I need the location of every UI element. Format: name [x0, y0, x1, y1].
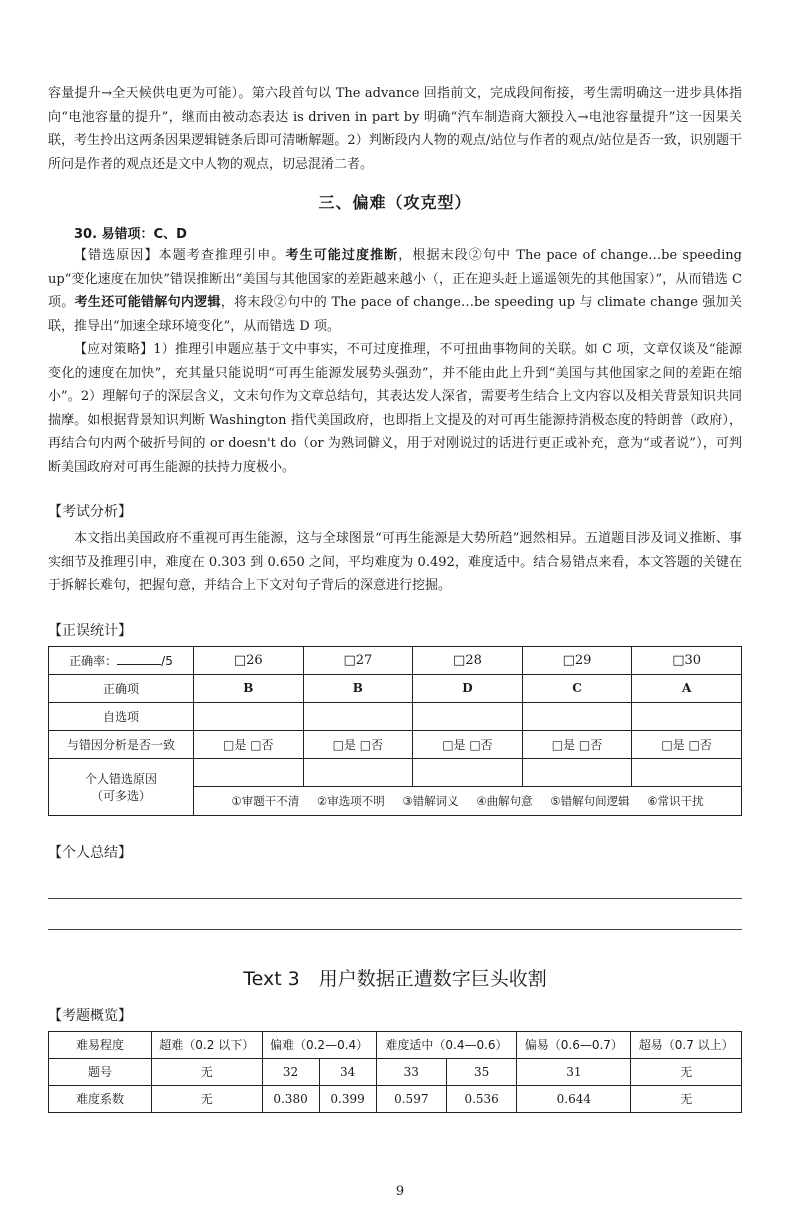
summary-heading: 【个人总结】 [48, 844, 132, 861]
difficulty-table [48, 1031, 742, 1113]
match-checkbox[interactable]: □是 □否 [413, 730, 523, 758]
question-checkbox[interactable]: □28 [413, 646, 523, 674]
question-checkbox[interactable]: □29 [522, 646, 632, 674]
reason-option[interactable]: ③错解词义 [402, 793, 459, 808]
analysis-heading: 【考试分析】 [48, 504, 132, 520]
self-choice-cell[interactable] [632, 702, 742, 730]
table-row: 难易程度 超难（0.2 以下） 偏难（0.2—0.4） 难度适中（0.4—0.6） 偏易（0.6—0.7） 超易（0.7 以上） [49, 1031, 742, 1058]
reason-option[interactable]: ⑥常识干扰 [647, 793, 704, 808]
question-checkbox[interactable]: □26 [194, 646, 304, 674]
page-content [48, 82, 742, 1113]
reason-options [194, 787, 742, 816]
table-row: 与错因分析是否一致 □是 □否 □是 □否 □是 □否 □是 □否 □是 □否 [49, 730, 742, 758]
accuracy-cell[interactable]: 正确率： /5 [49, 646, 194, 674]
self-choice-cell[interactable] [522, 702, 632, 730]
reason-tag: 【错选原因】 [74, 248, 159, 263]
table-row: 自选项 [49, 702, 742, 730]
section-title: 三、偏难（攻克型） [318, 193, 472, 212]
wrong-reason-paragraph: 【错选原因】本题考查推理引申。考生可能过度推断，根据末段②句中 The pace of change…be speeding up“变化速度在加快”错误推断出“美国与其他国家的差距越来越小（，正在迎头赶上遥遥领先的其他国家）”，从而错选 C 项。考生还可能错解句内逻辑，将末段②句中的 The pace of change…be speeding up 与 climate change 强加关联，推导出“加速全球环境变化”，从而错选 D 项。 [48, 248, 742, 334]
self-choice-cell[interactable] [303, 702, 413, 730]
reason-option[interactable]: ⑤错解句间逻辑 [550, 793, 630, 808]
match-checkbox[interactable]: □是 □否 [194, 730, 304, 758]
self-choice-cell[interactable] [413, 702, 523, 730]
strategy-paragraph: 【应对策略】1）推理引申题应基于文中事实，不可过度推理，不可扭曲事物间的关联。如 C 项，文章仅谈及“能源变化的速度在加快”，充其量只能说明“可再生能源发展势头强劲”，并不能由此上升到“美国与其他国家之间的差距在缩小”。2）理解句子的深层含义，文末句作为文章总结句，其表达发人深省，需要考生结合上文内容以及相关背景知识共同揣摩。如根据背景知识判断 Washington 指代美国政府，也即指上文提及的对可再生能源持消极态度的特朗普（政府），再结合句内两个破折号间的 or doesn't do（or 为熟词僻义，用于对刚说过的话进行更正或补充，意为“或者说”），可判断美国政府对可再生能源的扶持力度极小。 [48, 342, 742, 475]
text3-title: Text 3 用户数据正遭数字巨头收割 [243, 967, 547, 990]
match-checkbox[interactable]: □是 □否 [632, 730, 742, 758]
summary-line[interactable] [48, 868, 742, 899]
strategy-tag: 【应对策略】 [74, 342, 154, 357]
self-choice-cell[interactable] [194, 702, 304, 730]
match-checkbox[interactable]: □是 □否 [522, 730, 632, 758]
continuation-paragraph: 容量提升→全天候供电更为可能）。第六段首句以 The advance 回指前文，完成段间衔接，考生需明确这一进步具体指向“电池容量的提升”，继而由被动态表达 is driven in part by 明确“汽车制造商大额投入→电池容量提升”这一因果关联，考生拎出这两条因果逻辑链条后即可清晰解题。2）判断段内人物的观点/站位与作者的观点/站位是否一致，识别题干所问是作者的观点还是文中人物的观点，切忌混淆二者。 [48, 86, 742, 172]
page-number: 9 [395, 1184, 405, 1199]
question-label: 30. 易错项：C、D [74, 227, 187, 242]
summary-line[interactable] [48, 899, 742, 930]
reason-option[interactable]: ②审选项不明 [316, 793, 385, 808]
reason-option[interactable]: ④曲解句意 [476, 793, 533, 808]
table-row [49, 646, 742, 674]
match-checkbox[interactable]: □是 □否 [303, 730, 413, 758]
reason-option[interactable]: ①审题干不清 [231, 793, 300, 808]
stats-heading: 【正误统计】 [48, 622, 132, 639]
table-row: 难度系数 无 0.380 0.399 0.597 0.536 0.644 无 [49, 1085, 742, 1112]
question-checkbox[interactable]: □30 [632, 646, 742, 674]
question-checkbox[interactable]: □27 [303, 646, 413, 674]
table-row: 个人错选原因 （可多选） [49, 758, 742, 787]
overview-heading: 【考题概览】 [48, 1007, 132, 1024]
stats-table [48, 646, 742, 816]
analysis-text: 本文指出美国政府不重视可再生能源，这与全球图景“可再生能源是大势所趋”迥然相异。五道题目涉及词义推断、事实细节及推理引申，难度在 0.303 到 0.650 之间，平均难度为 0.492，难度适中。结合易错点来看，本文答题的关键在于拆解长难句，把握句意，并结合上下文对句子背后的深意进行挖掘。 [48, 531, 742, 593]
table-row: 正确项 B B D C A [49, 674, 742, 702]
table-row: 题号 无 32 34 33 35 31 无 [49, 1058, 742, 1085]
